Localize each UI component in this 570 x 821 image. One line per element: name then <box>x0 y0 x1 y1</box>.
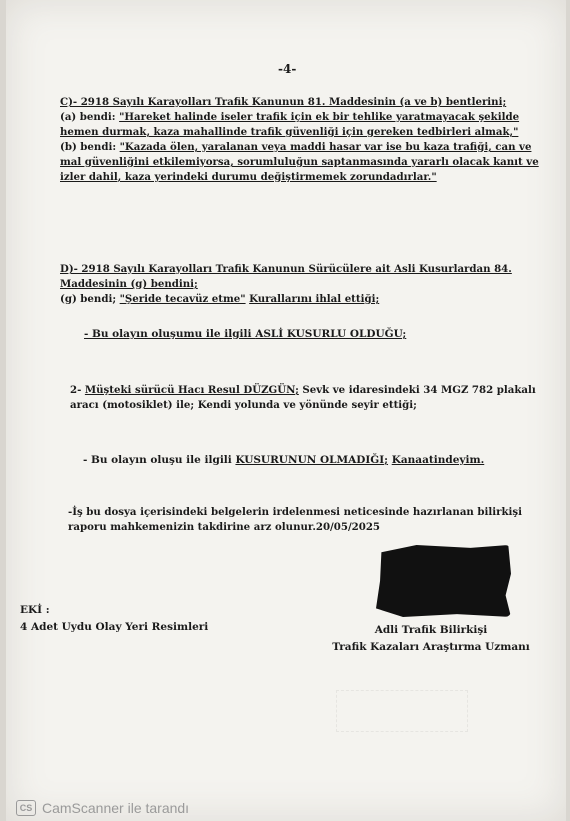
signature-role: Trafik Kazaları Araştırma Uzmanı <box>332 641 530 653</box>
bend-a-label: (a) bendi: <box>60 111 116 123</box>
complainant-text: Sevk ve idaresindeki 34 MGZ 782 plakalı aracı (motosiklet) ile; Kendi yolunda ve yönünde seyir ettiği; <box>70 384 536 411</box>
finding-2-prefix: - Bu olayın oluşu ile ilgili <box>83 454 236 466</box>
signature-title: Adli Trafik Bilirkişi <box>374 624 488 636</box>
signature-block <box>311 622 551 656</box>
attachments <box>20 602 280 636</box>
scanner-footer-text: CamScanner ile tarandı <box>42 800 190 816</box>
attachments-label: EKİ : <box>20 604 50 616</box>
bend-b-label: (b) bendi: <box>60 141 117 153</box>
camscanner-icon: CS <box>16 800 36 816</box>
section-d-heading: D)- 2918 Sayılı Karayolları Trafik Kanunun Sürücülere ait Asli Kusurlardan 84. Maddesinin (g) bendini; <box>60 263 512 290</box>
bend-g-quote: "Şeride tecavüz etme" <box>119 293 246 305</box>
finding-2-suffix: Kanaatindeyim. <box>391 454 485 466</box>
finding-2-emph: KUSURUNUN OLMADIĞI; <box>235 454 389 466</box>
faint-stamp <box>336 690 468 732</box>
finding-line-2 <box>83 454 484 466</box>
complainant-name: Müşteki sürücü Hacı Resul DÜZGÜN; <box>84 384 299 396</box>
section-c <box>46 95 546 185</box>
section-c-a <box>46 110 546 140</box>
conclusion-paragraph <box>46 505 546 535</box>
page-number: -4- <box>278 62 297 76</box>
section-d <box>46 262 546 307</box>
finding-line-1 <box>84 328 406 340</box>
bend-b-text: "Kazada ölen, yaralanan veya maddi hasar var ise bu kaza trafiği, can ve mal güvenliğini etkilemiyorsa, sorumluluğun saptanmasında yararlı olacak kanıt ve izler dahil, kaza yerindeki durumu değiştirmemek zorundadırlar." <box>60 141 539 183</box>
bend-g-label: (g) bendi; <box>60 293 117 305</box>
attachments-item: 4 Adet Uydu Olay Yeri Resimleri <box>20 621 209 633</box>
conclusion-text: -İş bu dosya içerisindeki belgelerin irdelenmesi neticesinde hazırlanan bilirkişi raporu mahkemenizin takdirine arz olunur.20/05/2025 <box>68 506 523 533</box>
redacted-signature <box>376 545 511 617</box>
section-c-b <box>46 140 546 185</box>
section-d-g <box>46 292 546 307</box>
complainant-paragraph <box>46 383 546 413</box>
section-c-heading: C)- 2918 Sayılı Karayolları Trafik Kanunun 81. Maddesinin (a ve b) bentlerini; <box>60 96 507 108</box>
document-page <box>6 0 566 821</box>
finding-1-prefix: - Bu olayın oluşumu ile ilgili <box>84 328 256 340</box>
finding-1-emph: ASLİ KUSURLU OLDUĞU; <box>255 328 407 340</box>
scanner-footer <box>16 800 189 816</box>
bend-a-text: "Hareket halinde iseler trafik için ek bir tehlike yaratmayacak şekilde hemen durmak, kaza mahallinde trafik güvenliği için gereken tedbirleri almak," <box>60 111 520 138</box>
complainant-number: 2- <box>70 384 85 396</box>
bend-g-post: Kurallarını ihlal ettiği; <box>249 293 380 305</box>
